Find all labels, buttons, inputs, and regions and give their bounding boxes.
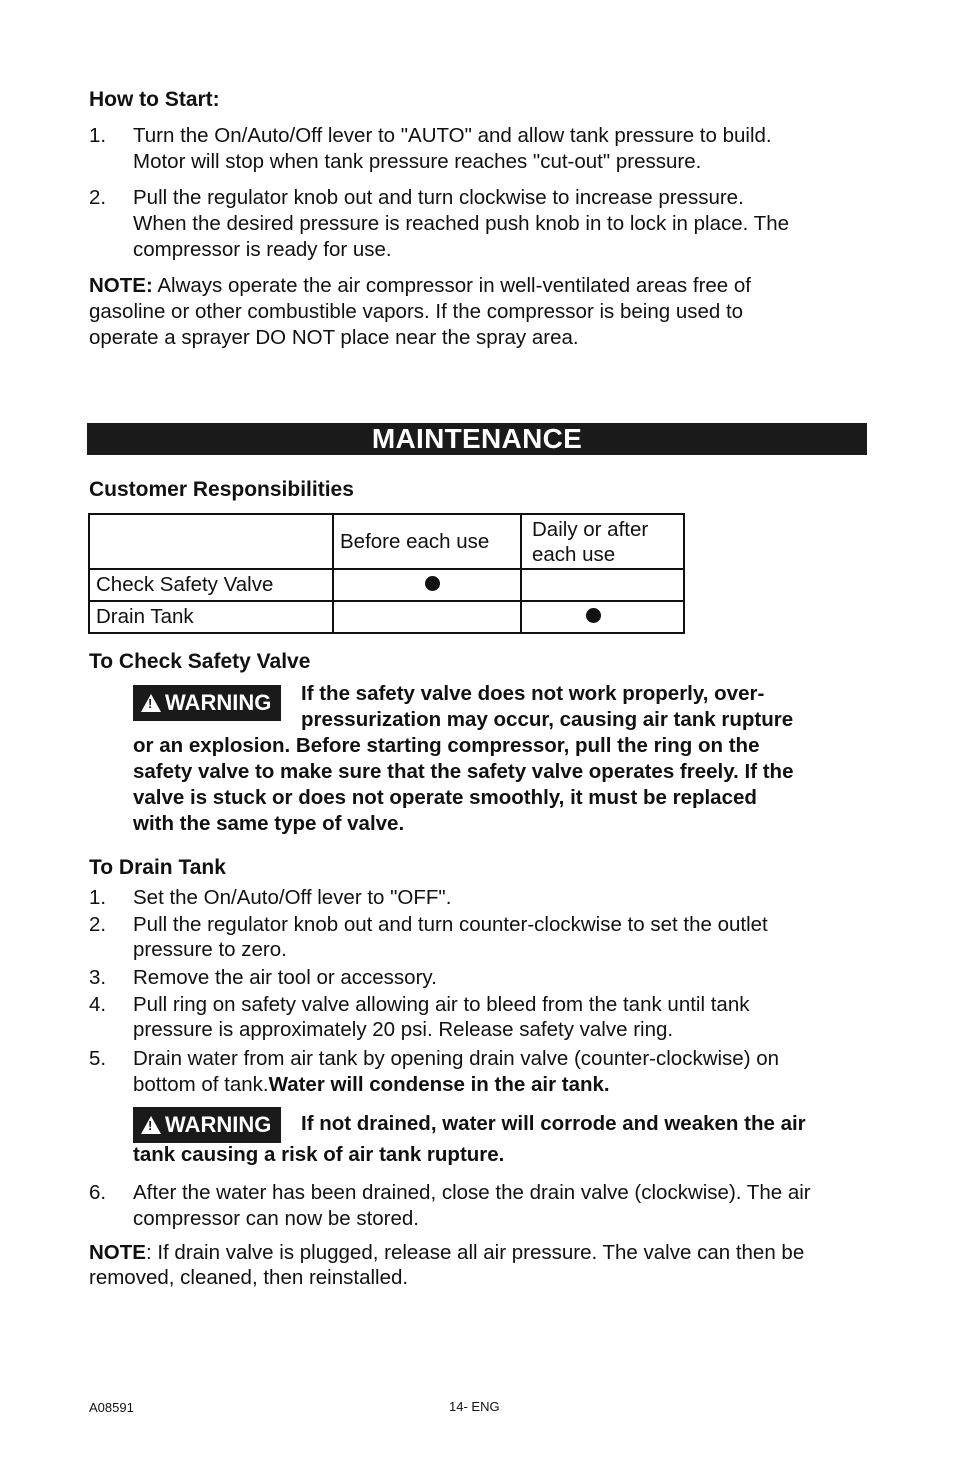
table-row-label: Drain Tank (89, 601, 333, 633)
maintenance-banner: MAINTENANCE (87, 423, 867, 455)
warning-triangle-icon (141, 694, 161, 712)
drain-step-3-text: Remove the air tool or accessory. (133, 966, 437, 989)
warning-triangle-icon (141, 1116, 161, 1134)
check-warning-line-6: with the same type of valve. (133, 812, 405, 835)
check-safety-valve-heading: To Check Safety Valve (89, 650, 311, 673)
note-text: Always operate the air compressor in well-ventilated areas free of (152, 274, 751, 297)
drain-step-5-number: 5. (89, 1047, 107, 1070)
step-5-bold: Water will condense in the air tank. (268, 1073, 610, 1096)
start-step-1-text: Turn the On/Auto/Off lever to "AUTO" and allow tank pressure to build. Motor will stop when tank pressure reaches "cut-out" pressure. (133, 124, 772, 173)
table-cell-before (333, 569, 521, 601)
drain-step-1-text: Set the On/Auto/Off lever to "OFF". (133, 886, 452, 909)
page-number: 14- ENG (449, 1399, 500, 1414)
check-warning-line-1: If the safety valve does not work properly, over- (301, 682, 765, 705)
table-header-daily-line2: each use (532, 542, 616, 566)
table-header-daily-line1: Daily or after (532, 517, 649, 541)
start-step-1-number: 1. (89, 124, 107, 147)
drain-tank-heading: To Drain Tank (89, 856, 226, 879)
drain-step-1-number: 1. (89, 886, 107, 909)
warning-label: WARNING (165, 1112, 272, 1137)
drain-note (89, 1240, 804, 1290)
check-dot-icon (425, 576, 440, 591)
check-dot-icon (586, 608, 601, 623)
note-label: NOTE: (89, 274, 153, 297)
drain-step-5-line-2 (133, 1072, 610, 1098)
drain-warning-line-1: If not drained, water will corrode and weaken the air (301, 1112, 806, 1135)
drain-step-2-text: Pull the regulator knob out and turn counter-clockwise to set the outlet pressure to zero. (133, 913, 768, 961)
table-header-row (89, 514, 684, 569)
note2-text: : If drain valve is plugged, release all air pressure. The valve can then be (145, 1241, 805, 1264)
warning-label: WARNING (165, 690, 272, 715)
table-header-blank (89, 514, 333, 569)
table-cell-daily (521, 601, 684, 633)
table-header-daily (521, 514, 684, 569)
table-row (89, 569, 684, 601)
drain-step-4-number: 4. (89, 993, 107, 1016)
table-row-label: Check Safety Valve (89, 569, 333, 601)
check-warning-line-4: safety valve to make sure that the safety valve operates freely. If the (133, 760, 794, 783)
note2-line-2: removed, cleaned, then reinstalled. (89, 1266, 409, 1289)
check-warning-line-5: valve is stuck or does not operate smoothly, it must be replaced (133, 786, 757, 809)
document-code: A08591 (89, 1400, 134, 1415)
drain-warning-line-2: tank causing a risk of air tank rupture. (133, 1143, 505, 1166)
start-note (89, 273, 751, 351)
warning-badge (133, 685, 281, 721)
drain-step-2-number: 2. (89, 913, 107, 936)
note2-label: NOTE (89, 1241, 146, 1264)
drain-step-3-number: 3. (89, 966, 107, 989)
check-warning-line-2: pressurization may occur, causing air tank rupture (301, 708, 794, 731)
start-step-2-text: Pull the regulator knob out and turn clockwise to increase pressure. When the desired pressure is reached push knob in to lock in place. The compressor is ready for use. (133, 186, 789, 261)
table-row (89, 601, 684, 633)
note-line-2: gasoline or other combustible vapors. If the compressor is being used to (89, 300, 744, 323)
how-to-start-heading: How to Start: (89, 88, 220, 111)
table-header-before: Before each use (333, 514, 521, 569)
drain-step-5-text: Drain water from air tank by opening drain valve (counter-clockwise) on (133, 1047, 780, 1070)
note-line-3: operate a sprayer DO NOT place near the spray area. (89, 326, 579, 349)
responsibilities-table (88, 513, 685, 634)
drain-step-4-text: Pull ring on safety valve allowing air to bleed from the tank until tank pressure is approximately 20 psi. Release safety valve ring. (133, 993, 750, 1041)
customer-responsibilities-heading: Customer Responsibilities (89, 478, 354, 501)
warning-badge (133, 1107, 281, 1143)
table-cell-before (333, 601, 521, 633)
step-5-plain: bottom of tank. (133, 1073, 269, 1096)
start-step-2-number: 2. (89, 186, 107, 209)
drain-step-6-text: After the water has been drained, close the drain valve (clockwise). The air compressor can now be stored. (133, 1181, 811, 1230)
drain-step-6-number: 6. (89, 1181, 107, 1204)
check-warning-line-3: or an explosion. Before starting compressor, pull the ring on the (133, 734, 760, 757)
table-cell-daily (521, 569, 684, 601)
